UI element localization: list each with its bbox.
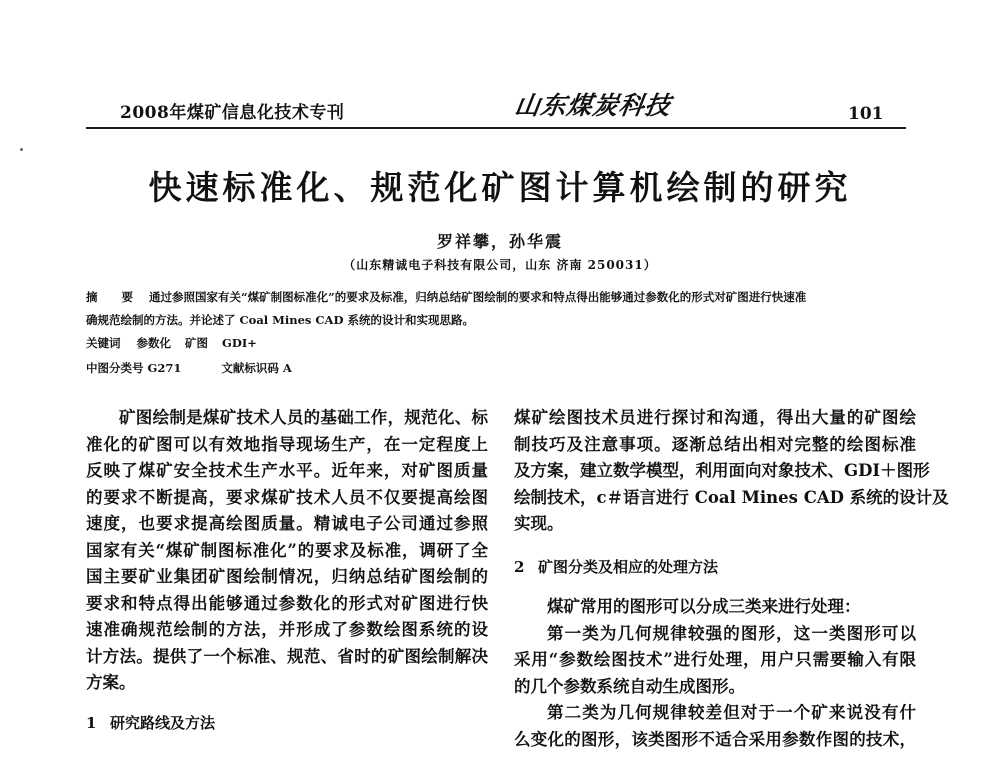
paper-title: 快速标准化、规范化矿图计算机绘制的研究	[148, 168, 852, 207]
keyword: 矿图	[185, 336, 209, 350]
body-line: 国主要矿业集团矿图绘制情况，归纳总结矿图绘制的	[86, 567, 488, 586]
keyword: GDI+	[222, 336, 257, 350]
section-heading-1	[86, 710, 488, 737]
body-line: 制技巧及注意事项。逐渐总结出相对完整的绘图标准	[514, 434, 916, 454]
body-line: 准化的矿图可以有效地指导现场生产，在一定程度上	[86, 434, 488, 454]
left-column	[86, 405, 488, 736]
body-line: 要求和特点得出能够通过参数化的形式对矿图进行快	[86, 593, 488, 613]
section-title: 研究路线及方法	[110, 713, 216, 732]
body-line: 速准确规范绘制的方法，并形成了参数绘图系统的设	[86, 620, 488, 639]
classification-line	[86, 360, 886, 376]
section-number: 2	[514, 557, 525, 576]
body-line: 采用“参数绘图技术”进行处理，用户只需要输入有限	[514, 650, 916, 669]
abstract-label: 摘 要	[86, 290, 144, 304]
journal-logo: 山东煤炭科技	[512, 91, 673, 120]
abstract	[86, 286, 908, 332]
authors: 罗祥攀，孙华震	[436, 232, 563, 251]
body-line: 国家有关“煤矿制图标准化”的要求及标准，调研了全	[86, 540, 488, 560]
section-number: 1	[86, 713, 97, 732]
body-line: 的要求不断提高，要求煤矿技术人员不仅要提高绘图	[86, 487, 488, 507]
body-line: 第二类为几何规律较差但对于一个矿来说没有什	[547, 703, 916, 722]
document-code: 文献标识码 A	[221, 361, 292, 375]
keywords	[86, 335, 886, 351]
body-line: 计方法。提供了一个标准、规范、省时的矿图绘制解决	[86, 646, 488, 666]
clc-number: 中图分类号 G271	[86, 361, 182, 375]
abstract-line-1: 通过参照国家有关“煤矿制图标准化”的要求及标准，归纳总结矿图绘制的要求和特点得出能够通过参数化的形式对矿图进行快速准	[149, 290, 807, 304]
scan-speck	[20, 148, 23, 151]
body-line: 第一类为几何规律较强的图形，这一类图形可以	[547, 623, 916, 643]
body-line: 煤矿常用的图形可以分成三类来进行处理：	[547, 597, 861, 616]
body-line: 煤矿绘图技术员进行探讨和沟通，得出大量的矿图绘	[514, 408, 916, 427]
section-title: 矿图分类及相应的处理方法	[538, 557, 719, 576]
body-line: 矿图绘制是煤矿技术人员的基础工作，规范化、标	[119, 408, 488, 427]
affiliation: （山东精诚电子科技有限公司，山东 济南 250031）	[343, 258, 657, 272]
running-head: 2008年煤矿信息化技术专刊	[120, 103, 345, 123]
body-line: 实现。	[514, 514, 564, 533]
keyword: 参数化	[136, 336, 172, 350]
body-line: 绘制技术，c＃语言进行 Coal Mines CAD 系统的设计及	[514, 487, 949, 507]
body-line: 及方案，建立数学模型，利用面向对象技术、GDI＋图形	[514, 461, 930, 480]
body-line: 么变化的图形，该类图形不适合采用参数作图的技术，	[514, 729, 916, 749]
body-line: 速度，也要求提高绘图质量。精诚电子公司通过参照	[86, 514, 488, 533]
right-column	[514, 405, 949, 753]
body-line: 反映了煤矿安全技术生产水平。近年来，对矿图质量	[86, 461, 488, 480]
section-heading-2	[514, 554, 916, 581]
keywords-label: 关键词	[86, 336, 121, 350]
body-line: 方案。	[86, 673, 136, 692]
page-number: 101	[848, 104, 884, 124]
header-rule	[86, 127, 906, 129]
abstract-line-2: 确规范绘制的方法。并论述了 Coal Mines CAD 系统的设计和实现思路。	[86, 313, 474, 327]
body-line: 的几个参数系统自动生成图形。	[514, 676, 745, 696]
